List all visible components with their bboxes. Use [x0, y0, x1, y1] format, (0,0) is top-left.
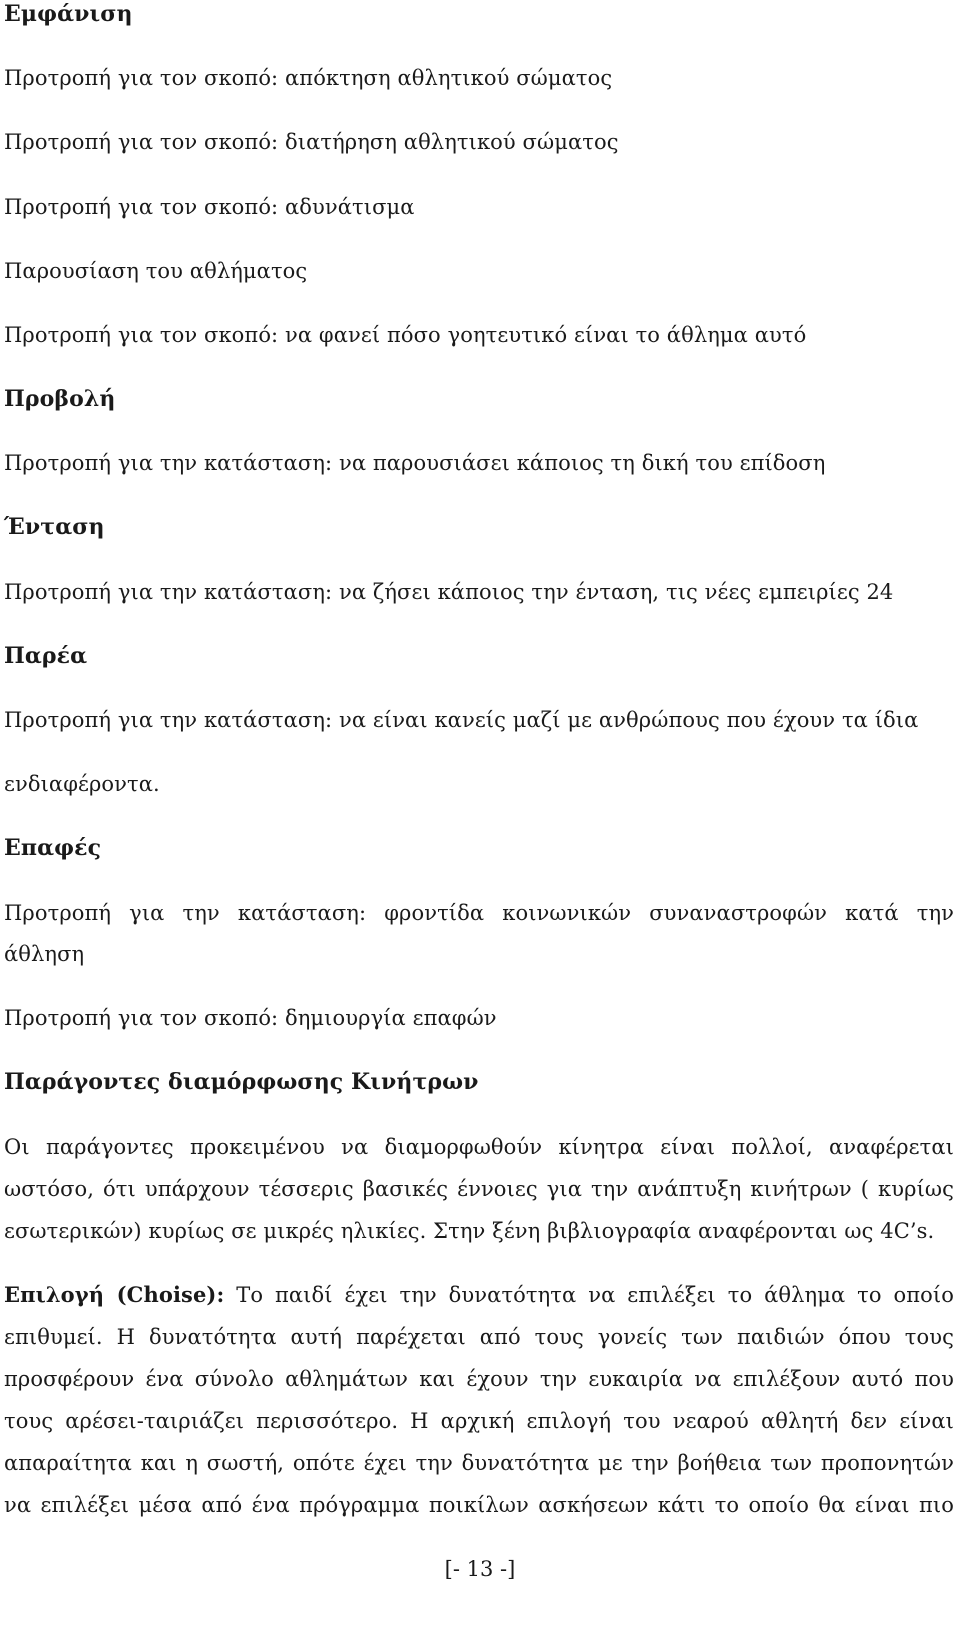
company-item-line: ενδιαφέροντα.: [4, 772, 160, 796]
page-number: [- 13 -]: [444, 1557, 516, 1581]
section-heading-appearance: Εμφάνιση: [4, 1, 133, 27]
motivation-paragraph-line: ωστόσο, ότι υπάρχουν τέσσερις βασικές έννοιες για την ανάπτυξη κινήτρων ( κυρίως: [4, 1177, 954, 1201]
section-heading-contacts: Επαφές: [4, 835, 102, 861]
choice-paragraph-line: να επιλέξει μέσα από ένα πρόγραμμα ποικίλων ασκήσεων κάτι το οποίο θα είναι πιο: [4, 1493, 954, 1517]
choice-paragraph-first-line: [4, 1281, 954, 1309]
appearance-item: Προτροπή για τον σκοπό: διατήρηση αθλητικού σώματος: [4, 130, 619, 154]
projection-item: Προτροπή για την κατάσταση: να παρουσιάσει κάποιος τη δική του επίδοση: [4, 451, 826, 475]
choice-paragraph-line: απαραίτητα και η σωστή, οπότε έχει την δυνατότητα με την βοήθεια των προπονητών: [4, 1451, 954, 1475]
contacts-item: Προτροπή για τον σκοπό: δημιουργία επαφών: [4, 1006, 497, 1030]
choice-paragraph-line: τους αρέσει-ταιριάζει περισσότερο. Η αρχική επιλογή του νεαρού αθλητή δεν είναι: [4, 1409, 954, 1433]
section-heading-company: Παρέα: [4, 643, 88, 669]
section-heading-intensity: Ένταση: [4, 514, 105, 540]
choice-label: Επιλογή (Choise):: [4, 1282, 225, 1307]
appearance-item: Προτροπή για τον σκοπό: να φανεί πόσο γοητευτικό είναι το άθλημα αυτό: [4, 323, 807, 347]
intensity-item: Προτροπή για την κατάσταση: να ζήσει κάποιος την ένταση, τις νέες εμπειρίες 24: [4, 580, 894, 604]
contacts-item-line: Προτροπή για την κατάσταση: φροντίδα κοινωνικών συναναστροφών κατά την: [4, 901, 954, 925]
appearance-item: Προτροπή για τον σκοπό: αδυνάτισμα: [4, 195, 415, 219]
motivation-paragraph-line: Οι παράγοντες προκειμένου να διαμορφωθούν κίνητρα είναι πολλοί, αναφέρεται: [4, 1135, 954, 1159]
contacts-item-line: άθληση: [4, 942, 85, 966]
company-item-line: Προτροπή για την κατάσταση: να είναι κανείς μαζί με ανθρώπους που έχουν τα ίδια: [4, 708, 919, 732]
appearance-item: Παρουσίαση του αθλήματος: [4, 259, 308, 283]
section-heading-projection: Προβολή: [4, 386, 116, 412]
motivation-paragraph-line: εσωτερικών) κυρίως σε μικρές ηλικίες. Στην ξένη βιβλιογραφία αναφέρονται ως 4C’s.: [4, 1219, 935, 1243]
choice-first-line-text: Το παιδί έχει την δυνατότητα να επιλέξει το άθλημα το οποίο: [236, 1283, 954, 1307]
section-heading-motivation: Παράγοντες διαμόρφωσης Κινήτρων: [4, 1069, 479, 1095]
appearance-item: Προτροπή για τον σκοπό: απόκτηση αθλητικού σώματος: [4, 66, 613, 90]
choice-paragraph-line: επιθυμεί. Η δυνατότητα αυτή παρέχεται από τους γονείς των παιδιών όπου τους: [4, 1325, 954, 1349]
choice-paragraph-line: προσφέρουν ένα σύνολο αθλημάτων και έχουν την ευκαιρία να επιλέξουν αυτό που: [4, 1367, 954, 1391]
